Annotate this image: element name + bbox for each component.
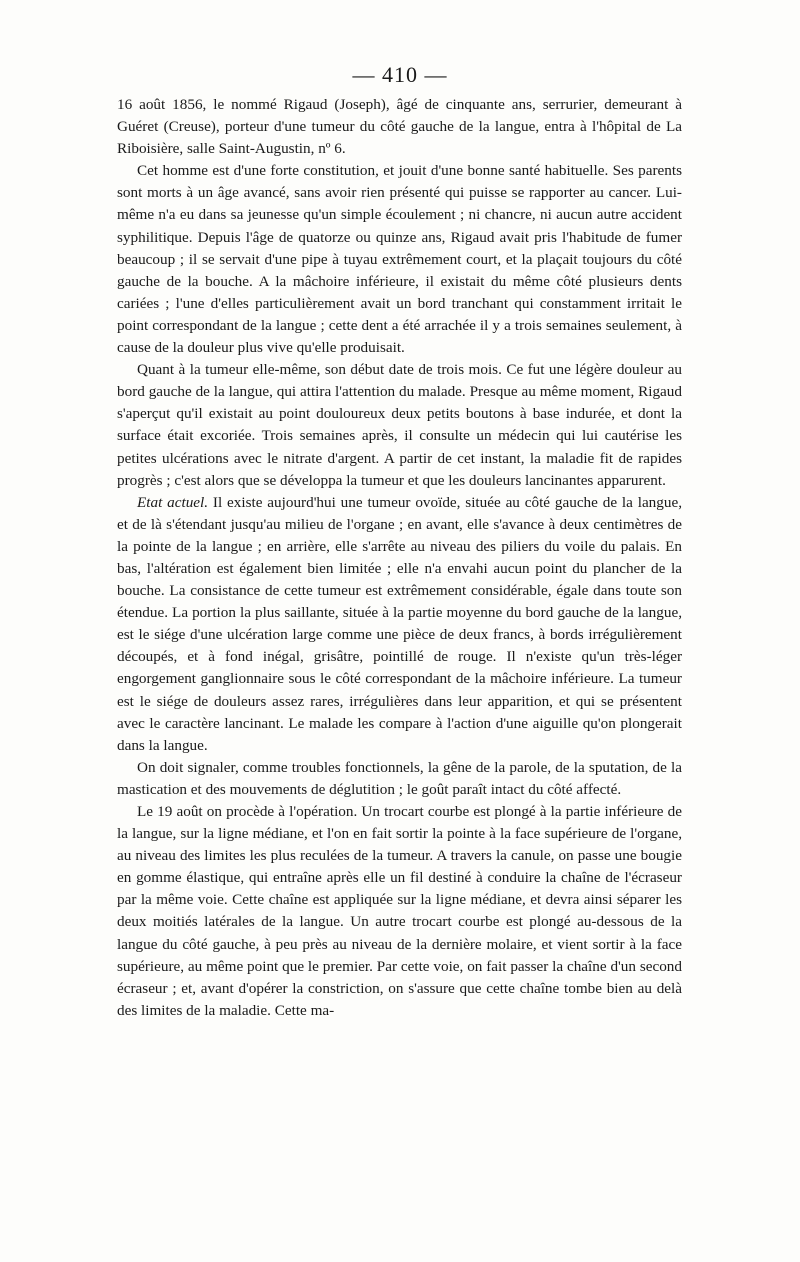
body-text (117, 94, 682, 1022)
current-state-text: Il existe aujourd'hui une tumeur ovoïde, située au côté gauche de la langue, et de là s'étendant jusqu'au milieu de l'organe ; en avant, elle s'avance à deux centimètres de la pointe de la langue ; en arrière, elle s'arrête au niveau des piliers du voile du palais. En bas, l'altération est également bien limitée ; elle n'a envahi aucun point du plancher de la bouche. La consistance de cette tumeur est extrêmement considérable, égale dans toute son étendue. La portion la plus saillante, située à la partie moyenne du bord gauche de la langue, est le siége d'une ulcération large comme une pièce de deux francs, à bords irrégulièrement découpés, et à fond inégal, grisâtre, pointillé de rouge. Il n'existe qu'un très-léger engorgement ganglionnaire sous le côté correspondant de la mâchoire inférieure. La tumeur est le siége de douleurs assez rares, irrégulières dans leur apparition, et qui se présentent avec le caractère lancinant. Le malade les compare à l'action d'une aiguille qu'on plongerait dans la langue. (117, 493, 682, 754)
paragraph-case-intro: 16 août 1856, le nommé Rigaud (Joseph), âgé de cinquante ans, serrurier, demeurant à Guéret (Creuse), porteur d'une tumeur du côté gauche de la langue, entra à l'hôpital de La Riboisière, salle Saint-Augustin, nº 6. (117, 96, 682, 158)
paragraph-tumor-onset: Quant à la tumeur elle-même, son début date de trois mois. Ce fut une légère douleur au bord gauche de la langue, qui attira l'attention du malade. Presque au même moment, Rigaud s'aperçut qu'il existait au point douloureux deux petits boutons à base indurée, et dont la surface était excoriée. Trois semaines après, il consulte un médecin qui lui cautérise les petites ulcérations avec le nitrate d'argent. A partir de cet instant, la maladie fit de rapides progrès ; c'est alors que se développa la tumeur et que les douleurs lancinantes apparurent. (117, 361, 682, 489)
paragraph-functional-troubles: On doit signaler, comme troubles fonctionnels, la gêne de la parole, de la sputation, de la mastication et des mouvements de déglutition ; le goût paraît intact du côté affecté. (117, 758, 682, 798)
paragraph-operation: Le 19 août on procède à l'opération. Un trocart courbe est plongé à la partie inférieure de la langue, sur la ligne médiane, et l'on en fait sortir la pointe à la face supérieure de l'organe, au niveau des limites les plus reculées de la tumeur. A travers la canule, on passe une bougie en gomme élastique, qui entraîne après elle un fil destiné à conduire la chaîne de l'écraseur par la même voie. Cette chaîne est appliquée sur la ligne médiane, et devra ainsi séparer les deux moitiés latérales de la langue. Un autre trocart courbe est plongé au-dessous de la langue du côté gauche, à peu près au niveau de la dernière molaire, et vient sortir à la face supérieure, au même point que le premier. Par cette voie, on fait passer la chaîne d'un second écraseur ; et, avant d'opérer la constriction, on s'assure que cette chaîne tombe bien au delà des limites de la maladie. Cette ma- (117, 803, 682, 1019)
paragraph-history: Cet homme est d'une forte constitution, et jouit d'une bonne santé habituelle. Ses parents sont morts à un âge avancé, sans avoir rien présenté qui puisse se rapporter au cancer. Lui-même n'a eu dans sa jeunesse qu'un simple écoulement ; ni chancre, ni aucun autre accident syphilitique. Depuis l'âge de quatorze ou quinze ans, Rigaud avait pris l'habitude de fumer beaucoup ; il se servait d'une pipe à tuyau extrêmement court, et la plaçait toujours du côté gauche de la bouche. A la mâchoire inférieure, il existait du même côté plusieurs dents cariées ; l'une d'elles particulièrement avait un bord tranchant qui constamment irritait le point correspondant de la langue ; cette dent a été arrachée il y a trois semaines seulement, à cause de la douleur plus vive qu'elle produisait. (117, 162, 682, 357)
current-state-heading: Etat actuel. (137, 493, 209, 511)
paragraph-current-state (117, 492, 682, 757)
page-number: — 410 — (352, 62, 448, 87)
